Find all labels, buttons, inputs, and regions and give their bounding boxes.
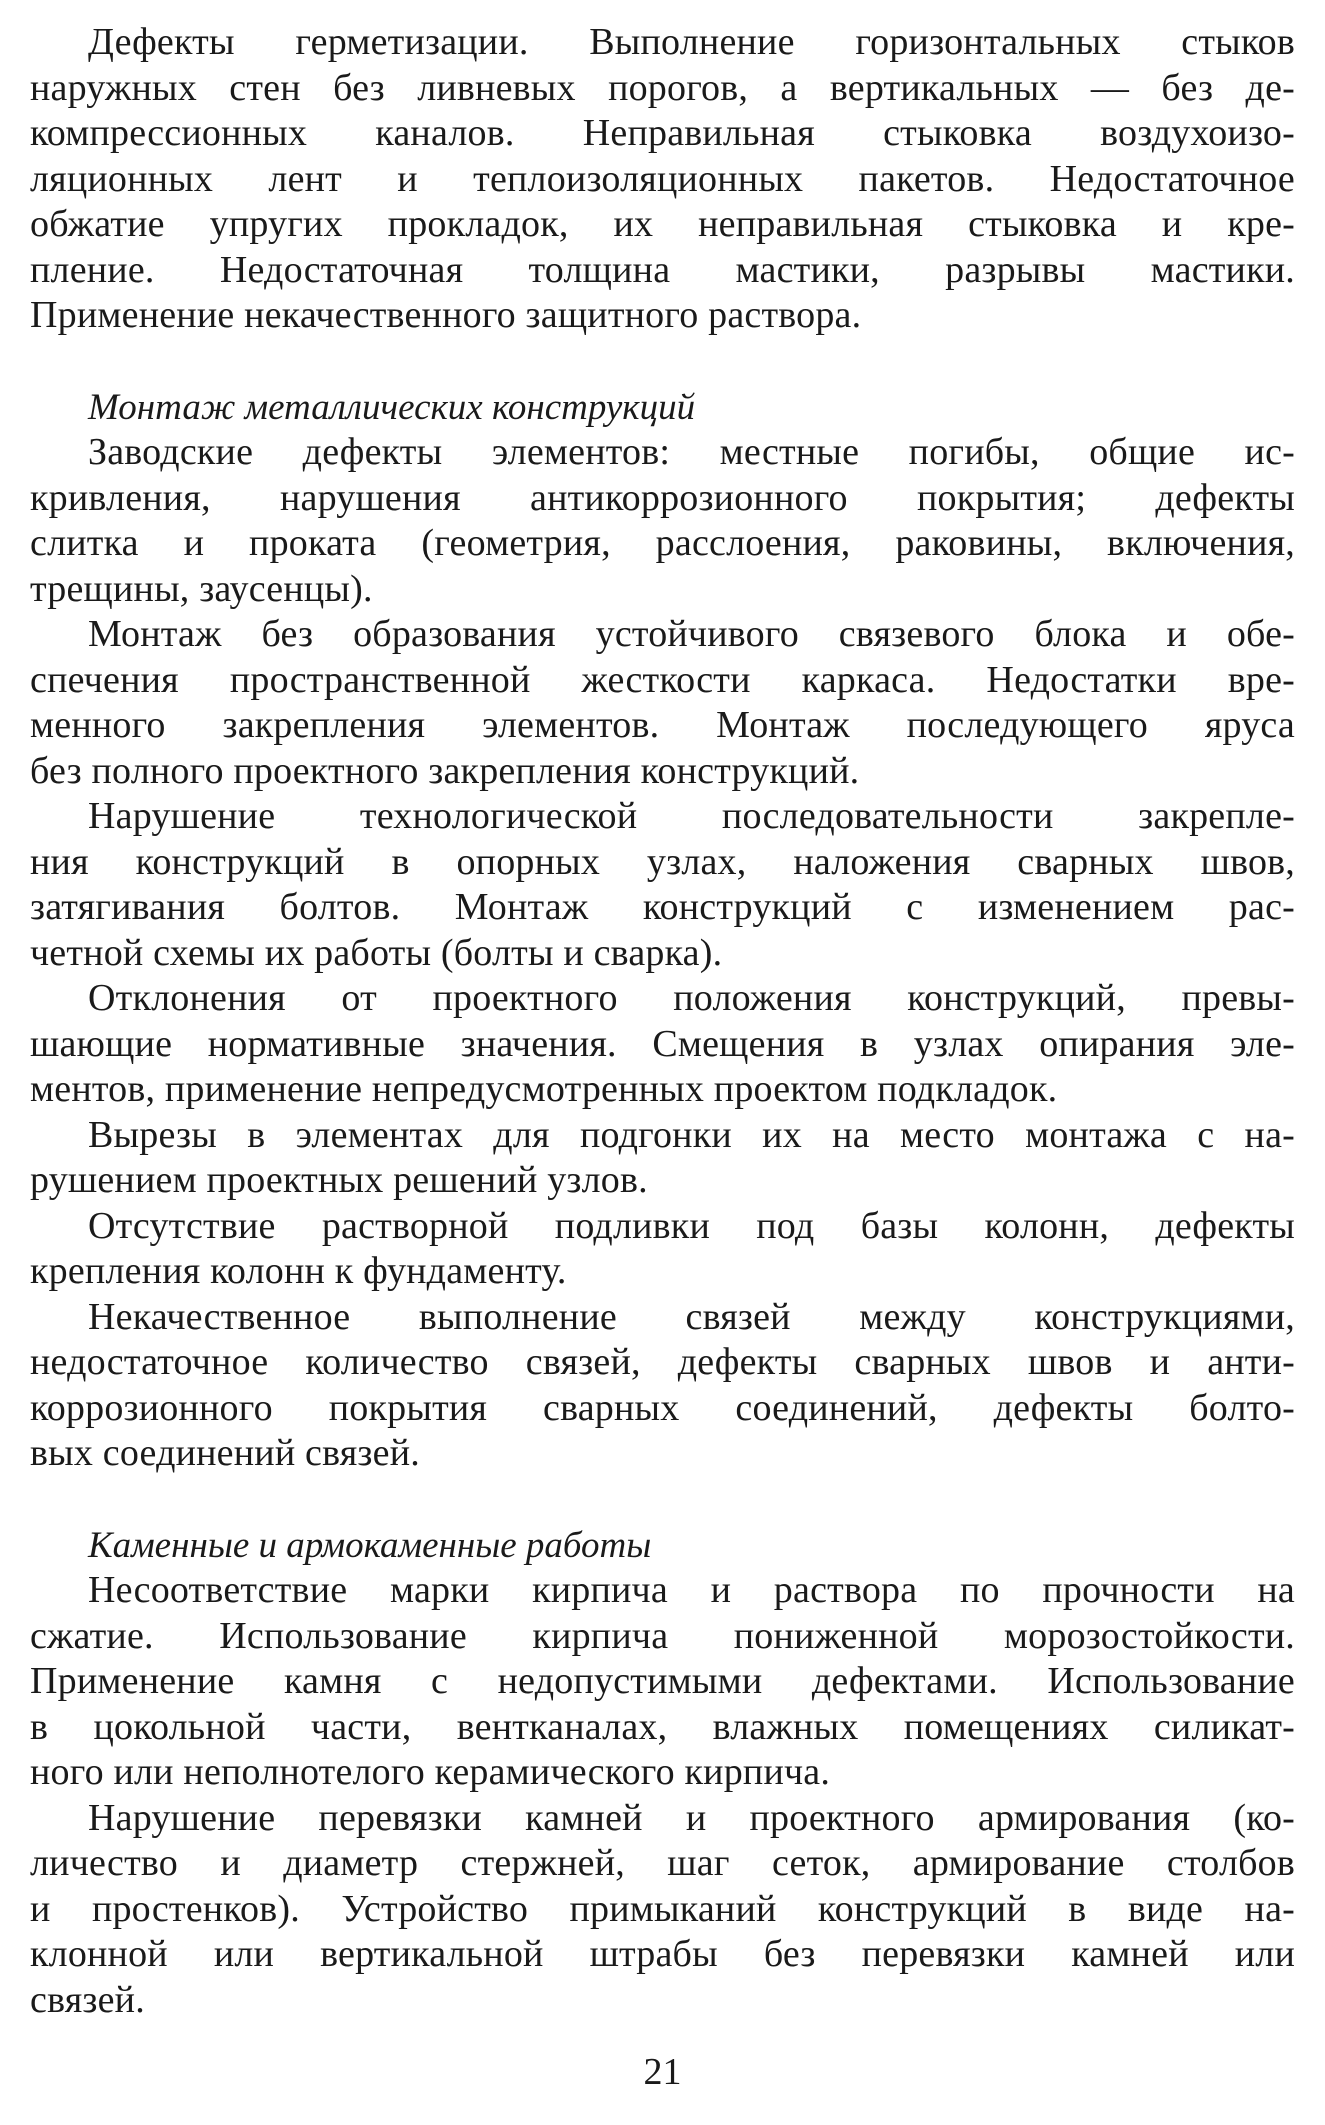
text-line: наружных стен без ливневых порогов, а вертикальных — без де- [30,66,1295,109]
paragraph [30,1113,1295,1204]
text-line: Применение камня с недопустимыми дефектами. Использование [30,1660,1295,1702]
text-line: рушением проектных решений узлов. [30,1159,648,1201]
text-line: сжатие. Использование кирпича пониженной морозостойкости. [30,1614,1295,1657]
text-line: четной схемы их работы (болты и сварка). [30,931,723,974]
text-line: Отсутствие растворной подливки под базы колонн, дефекты [88,1204,1295,1247]
text-line: трещины, заусенцы). [30,567,373,610]
paragraph [30,612,1295,794]
section-spacer [30,339,1295,385]
paragraph [30,20,1295,339]
text-line: и простенков). Устройство примыканий конструкций в виде на- [30,1887,1295,1930]
text-line: затягивания болтов. Монтаж конструкций с изменением рас- [30,886,1295,928]
text-line: спечения пространственной жесткости каркаса. Недостатки вре- [30,658,1295,701]
text-line: Применение некачественного защитного раствора. [30,294,862,336]
text-line: Монтаж без образования устойчивого связевого блока и обе- [88,613,1295,655]
section-heading: Монтаж металлических конструкций [88,386,696,428]
text-line: ляционных лент и теплоизоляционных пакетов. Недостаточное [30,157,1295,200]
paragraph [30,976,1295,1113]
text-line: недостаточное количество связей, дефекты сварных швов и анти- [30,1341,1295,1383]
text-line: Несоответствие марки кирпича и раствора по прочности на [88,1569,1295,1611]
text-line: Дефекты герметизации. Выполнение горизонтальных стыков [88,21,1295,63]
text-line: обжатие упругих прокладок, их неправильная стыковка и кре- [30,203,1295,245]
text-line: крепления колонн к фундаменту. [30,1250,567,1292]
section-spacer [30,1477,1295,1523]
text-line: коррозионного покрытия сварных соединений, дефекты болто- [30,1386,1295,1429]
page-number: 21 [643,2051,682,2093]
text-line: Отклонения от проектного положения конструкций, превы- [88,977,1295,1019]
text-line: клонной или вертикальной штрабы без перевязки камней или [30,1933,1295,1975]
text-line: Нарушение технологической последовательности закрепле- [88,795,1295,837]
text-line: ния конструкций в опорных узлах, наложения сварных швов, [30,840,1295,883]
text-line: компрессионных каналов. Неправильная стыковка воздухоизо- [30,112,1295,154]
section-sealing-defects [30,20,1295,339]
text-line: слитка и проката (геометрия, расслоения, раковины, включения, [30,522,1295,564]
text-line: ного или неполнотелого керамического кирпича. [30,1751,831,1793]
page-body [30,20,1295,2023]
text-line: ментов, применение непредусмотренных проектом подкладок. [30,1068,1058,1110]
text-line: в цокольной части, вентканалах, влажных помещениях силикат- [30,1705,1295,1748]
text-line: связей. [30,1978,145,2021]
text-line: Вырезы в элементах для подгонки их на место монтажа с на- [88,1113,1295,1156]
text-line: кривления, нарушения антикоррозионного покрытия; дефекты [30,476,1295,519]
text-line: Нарушение перевязки камней и проектного армирования (ко- [88,1796,1295,1839]
paragraph [30,1568,1295,1796]
paragraph [30,430,1295,612]
text-line: менного закрепления элементов. Монтаж последующего яруса [30,704,1295,746]
text-line: личество и диаметр стержней, шаг сеток, армирование столбов [30,1842,1295,1884]
text-line: вых соединений связей. [30,1432,420,1474]
text-line: пление. Недостаточная толщина мастики, разрывы мастики. [30,248,1295,291]
section-masonry-works [30,1523,1295,2024]
paragraph [30,1796,1295,2024]
text-line: Некачественное выполнение связей между конструкциями, [88,1295,1295,1338]
paragraph [30,1295,1295,1477]
paragraph [30,1204,1295,1295]
text-line: без полного проектного закрепления конструкций. [30,749,860,792]
text-line: Заводские дефекты элементов: местные погибы, общие ис- [88,431,1295,473]
section-heading: Каменные и армокаменные работы [88,1524,652,1566]
text-line: шающие нормативные значения. Смещения в узлах опирания эле- [30,1022,1295,1065]
section-metal-structures [30,385,1295,1477]
paragraph [30,794,1295,976]
